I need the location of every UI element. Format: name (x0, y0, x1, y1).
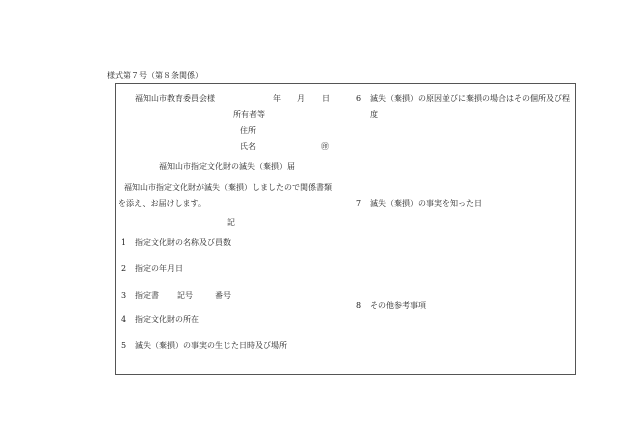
ki-heading: 記 (227, 218, 235, 227)
item-3-number: 3 (121, 291, 127, 300)
item-6-text-line-1: 滅失（棄損）の原因並びに棄損の場合はその個所及び程 (370, 94, 570, 103)
item-2-text: 指定の年月日 (135, 264, 183, 273)
item-1-number: 1 (121, 238, 127, 247)
intro-line-2: を添え、お届けします。 (118, 199, 206, 208)
date-day: 日 (322, 94, 330, 103)
item-4-text: 指定文化財の所在 (135, 315, 199, 324)
intro-line-1: 福知山市指定文化財が滅失（棄損）しましたので関係書類 (124, 183, 332, 192)
item-7-text: 滅失（棄損）の事実を知った日 (370, 199, 482, 208)
form-number-label: 様式第７号（第８条関係） (107, 71, 203, 80)
item-8-text: その他参考事項 (370, 301, 426, 310)
item-3-sub-bango: 番号 (215, 291, 231, 300)
item-1-text: 指定文化財の名称及び員数 (135, 238, 231, 247)
item-6-text-line-2: 度 (370, 110, 378, 119)
item-3-sub-kigo: 記号 (177, 291, 193, 300)
date-year: 年 (273, 94, 281, 103)
form-frame (115, 83, 576, 375)
item-5-number: 5 (121, 341, 127, 350)
item-3-text: 指定書 (135, 291, 159, 300)
item-6-number: 6 (356, 94, 362, 103)
seal-mark: ㊞ (321, 142, 329, 151)
item-7-number: 7 (356, 199, 362, 208)
address-label: 住所 (240, 126, 256, 135)
date-month: 月 (297, 94, 305, 103)
owner-label: 所有者等 (233, 110, 265, 119)
item-2-number: 2 (121, 264, 127, 273)
item-8-number: 8 (356, 301, 362, 310)
name-label: 氏名 (240, 142, 256, 151)
addressee: 福知山市教育委員会様 (135, 94, 215, 103)
item-4-number: 4 (121, 315, 127, 324)
document-title: 福知山市指定文化財の滅失（棄損）届 (159, 162, 295, 171)
item-5-text: 滅失（棄損）の事実の生じた日時及び場所 (135, 341, 287, 350)
